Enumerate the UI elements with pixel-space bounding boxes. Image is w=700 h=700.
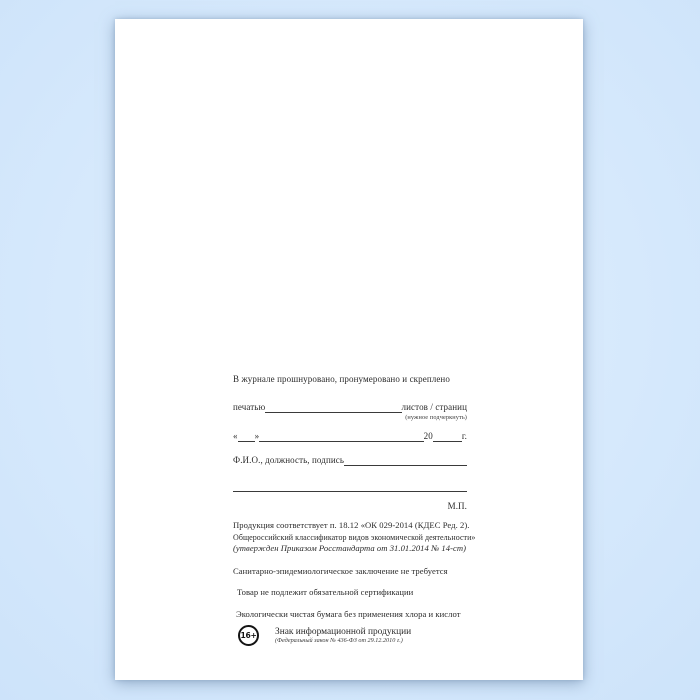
sheets-pages-label: листов / страниц xyxy=(401,402,467,412)
year-blank xyxy=(433,433,462,442)
binding-certification-block xyxy=(233,374,467,512)
age-16-plus-badge-icon: 16+ xyxy=(238,625,259,646)
okved-line2: Общероссийский классификатор видов экономической деятельности» xyxy=(233,532,476,542)
signature-line-row xyxy=(233,482,467,492)
age-mark-title: Знак информационной продукции xyxy=(275,627,412,637)
sanitary-conclusion-line: Санитарно-эпидемиологическое заключение не требуется xyxy=(233,565,448,576)
okved-decree-line: (утвержден Приказом Росстандарта от 31.01.2014 № 14-ст) xyxy=(233,543,467,553)
no-certification-line: Товар не подлежит обязательной сертификации xyxy=(237,587,414,597)
bound-numbered-sealed-line: В журнале прошнуровано, пронумеровано и скреплено xyxy=(233,374,450,384)
underline-note: (нужное подчеркнуть) xyxy=(405,414,467,421)
date-row xyxy=(233,431,467,442)
age-mark-text xyxy=(275,625,411,645)
fio-label: Ф.И.О., должность, подпись xyxy=(233,455,345,465)
product-certification-block xyxy=(233,520,485,620)
age-rating-mark xyxy=(238,625,411,646)
day-blank xyxy=(238,433,255,442)
journal-back-page xyxy=(115,19,583,680)
age-mark-law-reference: (Федеральный закон № 436-ФЗ от 29.12.2010 г.) xyxy=(275,637,403,644)
date-quote-close: » xyxy=(254,431,260,441)
seal-label: печатью xyxy=(233,402,266,412)
signature-blank xyxy=(233,482,467,492)
okved-line1: Продукция соответствует п. 18.12 «ОК 029-2014 (КДЕС Ред. 2). xyxy=(233,520,470,530)
seal-sheets-row xyxy=(233,402,467,413)
sheets-count-blank xyxy=(265,404,401,413)
year-prefix: 20 xyxy=(423,431,433,441)
fio-row xyxy=(233,455,467,466)
fio-blank xyxy=(344,457,467,466)
month-blank xyxy=(259,433,423,442)
year-suffix: г. xyxy=(461,431,467,441)
date-quote-open: « xyxy=(233,431,238,441)
eco-paper-line: Экологически чистая бумага без применения хлора и кислот xyxy=(236,608,461,619)
stamp-place-label: М.П. xyxy=(447,501,467,511)
